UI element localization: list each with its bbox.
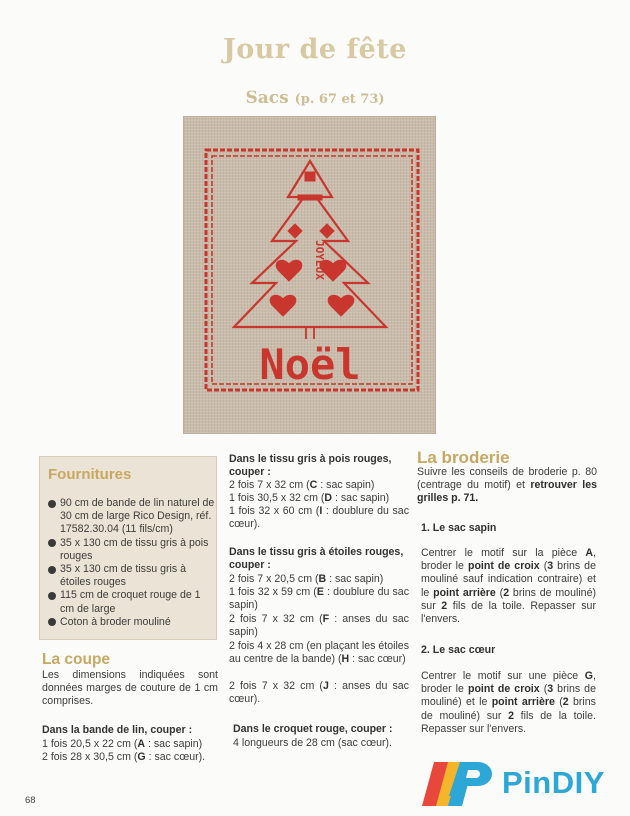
etoiles-heading: Dans le tissu gris à étoiles rouges, couper : xyxy=(229,546,404,572)
etoiles-line: 2 fois 7 x 32 cm (F : anses du sac sapin) xyxy=(229,613,409,639)
page-title: Jour de fête xyxy=(223,34,407,65)
fournitures-box xyxy=(39,456,217,640)
bullet-icon xyxy=(48,566,56,574)
coupe-lin-line: 1 fois 20,5 x 22 cm (A : sac sapin) xyxy=(42,738,203,750)
pois-heading: Dans le tissu gris à pois rouges, couper : xyxy=(229,453,392,479)
croquet-line: 4 longueurs de 28 cm (sac cœur). xyxy=(233,737,392,749)
broderie-sapin-heading: 1. Le sac sapin xyxy=(421,522,497,534)
broderie-sapin-text: Centrer le motif sur la pièce A, broder le point de croix (3 brins de mouliné sauf indication contraire) et le point arrière (2 brins de mouliné) sur 2 fils de la toile. Repasser sur l'envers. xyxy=(421,547,596,626)
etoiles-line: 2 fois 7 x 20,5 cm (B : sac sapin) xyxy=(229,573,384,585)
list-item: 115 cm de croquet rouge de 1 cm de large xyxy=(48,589,216,615)
page-subtitle xyxy=(0,88,630,108)
bullet-icon xyxy=(48,592,56,600)
embroidery-tree-motif xyxy=(184,117,435,433)
bullet-icon xyxy=(48,500,56,508)
coupe-lin-heading: Dans la bande de lin, couper : xyxy=(42,724,193,736)
pois-line: 2 fois 7 x 32 cm (C : sac sapin) xyxy=(229,479,375,491)
subtitle-label: Sacs xyxy=(245,88,289,108)
etoiles-line: 1 fois 32 x 59 cm (E : doublure du sac sapin) xyxy=(229,586,409,612)
coupe-title: La coupe xyxy=(42,651,111,668)
broderie-intro: Suivre les conseils de broderie p. 80 (centrage du motif) et retrouver les grilles p. 71. xyxy=(417,466,597,505)
broderie-coeur-heading: 2. Le sac cœur xyxy=(421,644,496,656)
embroidery-vertical-text: JOYEUX xyxy=(313,240,326,280)
fournitures-title: Fournitures xyxy=(48,466,132,483)
list-item: 90 cm de bande de lin naturel de 30 cm de large Rico Design, réf. 17582.30.04 (11 fils/cm) xyxy=(48,497,216,537)
pois-line: 1 fois 32 x 60 cm (I : doublure du sac cœur). xyxy=(229,505,409,531)
pindiy-logo-icon xyxy=(416,760,496,810)
list-item: Coton à broder mouliné xyxy=(48,616,216,629)
embroidery-noel-text: Noël xyxy=(259,340,361,389)
list-item: 35 x 130 cm de tissu gris à pois rouges xyxy=(48,537,216,563)
bullet-icon xyxy=(48,618,56,626)
watermark-text: PinDIY xyxy=(502,765,605,800)
broderie-coeur-text: Centrer le motif sur une pièce G, broder le point de croix (3 brins de mouliné) et le point arrière (2 brins de mouliné) sur 2 fils de la toile. Repasser sur l'envers. xyxy=(421,670,596,735)
etoiles-line: 2 fois 4 x 28 cm (en plaçant les étoiles au centre de la bande) (H : sac cœur) xyxy=(229,640,409,666)
bullet-icon xyxy=(48,539,56,547)
broderie-title: La broderie xyxy=(417,448,510,467)
croquet-heading: Dans le croquet rouge, couper : xyxy=(233,723,393,735)
pois-line: 1 fois 30,5 x 32 cm (D : sac sapin) xyxy=(229,492,390,504)
list-item: 35 x 130 cm de tissu gris à étoiles rouges xyxy=(48,563,216,589)
pindiy-watermark xyxy=(416,760,626,810)
coupe-intro: Les dimensions indiquées sont données marges de couture de 1 cm comprises. xyxy=(42,669,218,708)
coupe-lin-line: 2 fois 28 x 30,5 cm (G : sac cœur). xyxy=(42,751,206,763)
embroidery-photo xyxy=(184,117,435,433)
fournitures-list xyxy=(48,497,216,629)
subtitle-page-ref: (p. 67 et 73) xyxy=(294,92,385,107)
page-number: 68 xyxy=(25,795,36,806)
etoiles-line: 2 fois 7 x 32 cm (J : anses du sac cœur). xyxy=(229,680,409,706)
